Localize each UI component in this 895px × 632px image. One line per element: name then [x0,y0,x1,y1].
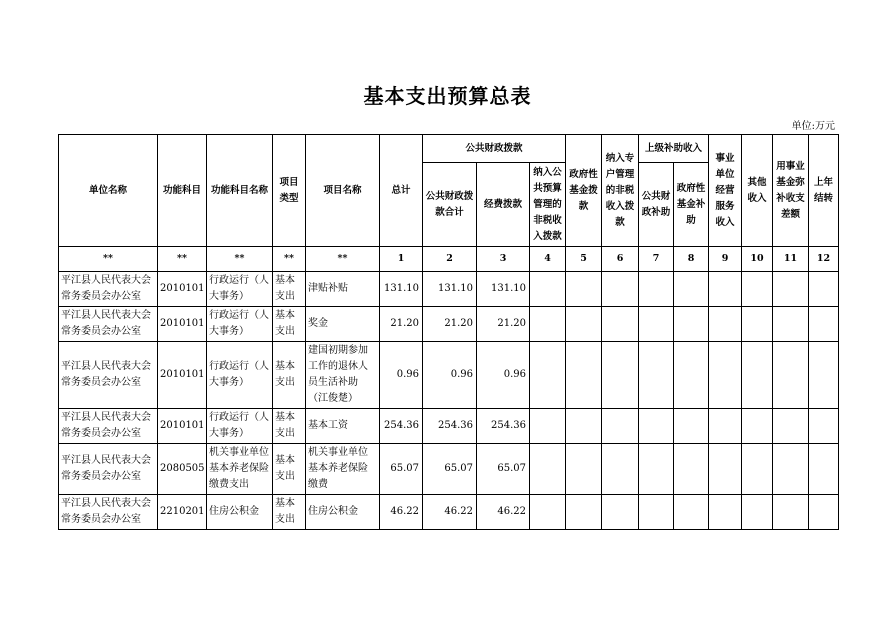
header-funding: 经费拨款 [477,163,530,247]
header-fund-balance: 用事业基金弥补收支差额 [773,135,809,247]
cell-unit: 平江县人民代表大会常务委员会办公室 [59,444,158,495]
cell-pf-total: 0.96 [423,342,477,409]
cell-code: 2010101 [158,272,207,307]
header-public-finance: 公共财政拨款 [423,135,566,163]
index-cell: 3 [477,247,530,272]
cell-total: 65.07 [380,444,423,495]
cell-func-name: 行政运行（人大事务） [207,307,273,342]
cell-type: 基本支出 [273,307,306,342]
cell-code: 2210201 [158,495,207,530]
header-business: 事业单位经营服务收入 [709,135,742,247]
cell-type: 基本支出 [273,272,306,307]
index-cell: 6 [602,247,639,272]
cell-pf-total: 254.36 [423,409,477,444]
cell-type: 基本支出 [273,342,306,409]
index-cell: 5 [566,247,602,272]
header-special-nontax: 纳入专户管理的非税收入拨款 [602,135,639,247]
cell-code: 2010101 [158,409,207,444]
cell-pf-total: 65.07 [423,444,477,495]
cell-total: 21.20 [380,307,423,342]
cell-total: 46.22 [380,495,423,530]
index-cell: 2 [423,247,477,272]
cell-pf-total: 21.20 [423,307,477,342]
header-superior-public: 公共财政补助 [639,163,674,247]
cell-type: 基本支出 [273,444,306,495]
cell-func-name: 住房公积金 [207,495,273,530]
cell-func-name: 行政运行（人大事务） [207,272,273,307]
page-title: 基本支出预算总表 [363,84,532,108]
index-cell: ** [273,247,306,272]
cell-proj-name: 机关事业单位基本养老保险缴费 [306,444,380,495]
cell-code: 2080505 [158,444,207,495]
cell-type: 基本支出 [273,495,306,530]
index-cell: 9 [709,247,742,272]
cell-funding: 131.10 [477,272,530,307]
table-row [59,307,839,342]
cell-unit: 平江县人民代表大会常务委员会办公室 [59,307,158,342]
cell-funding: 254.36 [477,409,530,444]
cell-funding: 65.07 [477,444,530,495]
table-row [59,495,839,530]
header-func-name: 功能科目名称 [207,135,273,247]
header-total: 总计 [380,135,423,247]
header-proj-type: 项目类型 [273,135,306,247]
index-cell: 8 [674,247,709,272]
cell-type: 基本支出 [273,409,306,444]
header-gov-fund: 政府性基金拨款 [566,135,602,247]
cell-code: 2010101 [158,307,207,342]
header-superior: 上级补助收入 [639,135,709,163]
budget-table [58,134,839,530]
unit-label: 单位:万元 [791,121,835,132]
index-cell: ** [158,247,207,272]
index-row [59,247,839,272]
index-cell: 11 [773,247,809,272]
index-cell: 1 [380,247,423,272]
table-row [59,342,839,409]
cell-unit: 平江县人民代表大会常务委员会办公室 [59,495,158,530]
cell-proj-name: 津贴补贴 [306,272,380,307]
cell-func-name: 行政运行（人大事务） [207,409,273,444]
header-nontax: 纳入公共预算管理的非税收入拨款 [530,163,566,247]
cell-total: 0.96 [380,342,423,409]
index-cell: ** [306,247,380,272]
index-cell: ** [207,247,273,272]
cell-funding: 46.22 [477,495,530,530]
header-carryover: 上年结转 [809,135,839,247]
cell-proj-name: 基本工资 [306,409,380,444]
cell-pf-total: 46.22 [423,495,477,530]
header-pf-total: 公共财政拨款合计 [423,163,477,247]
cell-unit: 平江县人民代表大会常务委员会办公室 [59,272,158,307]
index-cell: 12 [809,247,839,272]
header-proj-name: 项目名称 [306,135,380,247]
cell-total: 254.36 [380,409,423,444]
cell-total: 131.10 [380,272,423,307]
table-row [59,272,839,307]
cell-funding: 21.20 [477,307,530,342]
header-superior-gov: 政府性基金补助 [674,163,709,247]
cell-proj-name: 奖金 [306,307,380,342]
index-cell: 4 [530,247,566,272]
table-row [59,409,839,444]
index-cell: 10 [742,247,773,272]
header-other: 其他收入 [742,135,773,247]
cell-pf-total: 131.10 [423,272,477,307]
cell-proj-name: 住房公积金 [306,495,380,530]
cell-proj-name: 建国初期参加工作的退休人员生活补助（江俊楚） [306,342,380,409]
table-row [59,444,839,495]
cell-unit: 平江县人民代表大会常务委员会办公室 [59,342,158,409]
cell-func-name: 行政运行（人大事务） [207,342,273,409]
cell-funding: 0.96 [477,342,530,409]
index-cell: 7 [639,247,674,272]
cell-func-name: 机关事业单位基本养老保险缴费支出 [207,444,273,495]
cell-code: 2010101 [158,342,207,409]
header-unit-name: 单位名称 [59,135,158,247]
cell-unit: 平江县人民代表大会常务委员会办公室 [59,409,158,444]
header-func-code: 功能科目 [158,135,207,247]
index-cell: ** [59,247,158,272]
